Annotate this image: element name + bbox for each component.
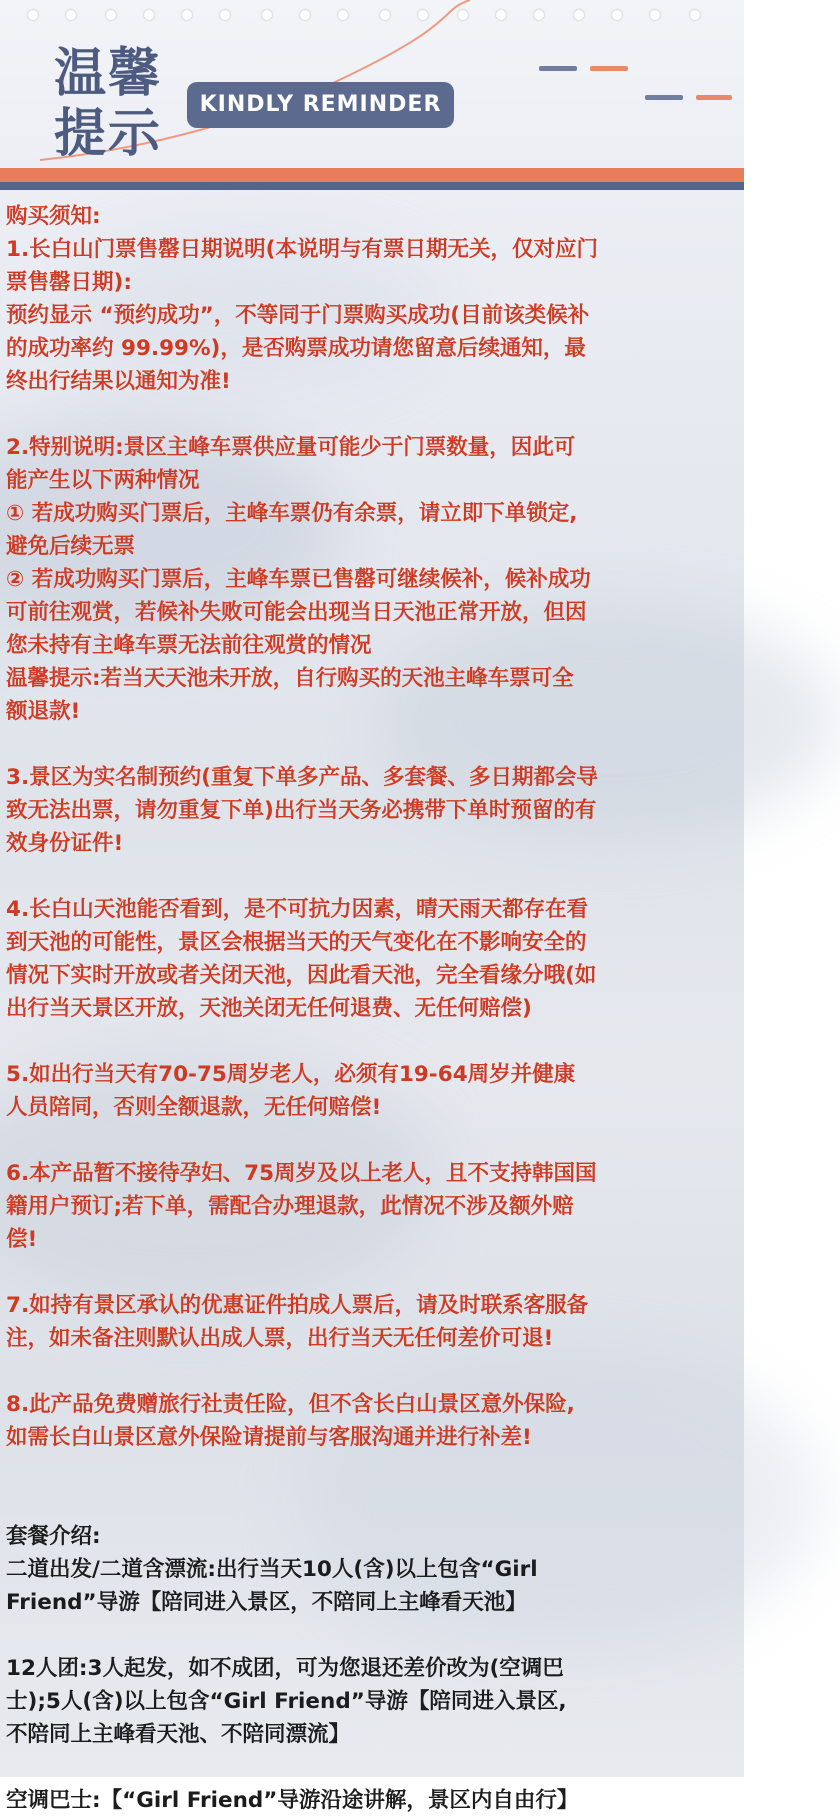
notice-section-6 <box>6 1157 738 1256</box>
notice-section-3 <box>6 761 738 860</box>
notice-line: 票售罄日期): <box>6 270 132 295</box>
light-dot <box>338 10 348 20</box>
package-line: Friend”导游【陪同进入景区，不陪同上主峰看天池】 <box>6 1590 527 1615</box>
notice-heading: 购买须知: <box>6 204 101 229</box>
light-dot <box>612 10 622 20</box>
hanging-lights <box>14 10 730 24</box>
notice-line: 6.本产品暂不接待孕妇、75周岁及以上老人，且不支持韩国国 <box>6 1161 597 1186</box>
notice-line: 1.长白山门票售罄日期说明(本说明与有票日期无关，仅对应门 <box>6 237 598 262</box>
notice-line: 偿! <box>6 1227 38 1252</box>
light-dot <box>380 10 390 20</box>
light-dot <box>690 10 700 20</box>
subtitle-badge: KINDLY REMINDER <box>187 82 454 128</box>
decorative-dash <box>590 66 628 71</box>
notice-line: 5.如出行当天有70-75周岁老人，必须有19-64周岁并健康 <box>6 1062 576 1087</box>
package-heading: 套餐介绍: <box>6 1524 101 1549</box>
notice-line: 情况下实时开放或者关闭天池，因此看天池，完全看缘分哦(如 <box>6 963 597 988</box>
notice-line: 7.如持有景区承认的优惠证件拍成人票后，请及时联系客服备 <box>6 1293 589 1318</box>
notice-line: 效身份证件! <box>6 831 124 856</box>
notice-line: 终出行结果以通知为准! <box>6 369 231 394</box>
light-dot <box>144 10 154 20</box>
notice-line: ② 若成功购买门票后，主峰车票已售罄可继续候补，候补成功 <box>6 567 591 592</box>
light-dot <box>300 10 310 20</box>
decorative-dash <box>539 66 577 71</box>
notice-line: 致无法出票，请勿重复下单)出行当天务必携带下单时预留的有 <box>6 798 597 823</box>
notice-line: 籍用户预订;若下单，需配合办理退款，此情况不涉及额外赔 <box>6 1194 574 1219</box>
page-title <box>54 44 184 164</box>
title-line-1: 温馨 <box>54 44 163 104</box>
decorative-dash <box>645 95 683 100</box>
notice-section-7 <box>6 1289 738 1355</box>
notice-line: 注，如未备注则默认出成人票，出行当天无任何差价可退! <box>6 1326 554 1351</box>
notice-section-1 <box>6 233 738 398</box>
package-line: 空调巴士:【“Girl Friend”导游沿途讲解，景区内自由行】 <box>6 1788 579 1813</box>
notice-line: 能产生以下两种情况 <box>6 468 200 493</box>
notice-section-4 <box>6 893 738 1025</box>
package-line: 士);5人(含)以上包含“Girl Friend”导游【陪同进入景区, <box>6 1689 567 1714</box>
notice-line: 3.景区为实名制预约(重复下单多产品、多套餐、多日期都会导 <box>6 765 598 790</box>
notice-line: 额退款! <box>6 699 81 724</box>
notice-line: ① 若成功购买门票后，主峰车票仍有余票，请立即下单锁定, <box>6 501 578 526</box>
light-dot <box>28 10 38 20</box>
light-dot <box>182 10 192 20</box>
light-dot <box>106 10 116 20</box>
decorative-dash <box>696 95 732 100</box>
notice-section-2 <box>6 431 738 728</box>
package-line: 12人团:3人起发，如不成团，可为您退还差价改为(空调巴 <box>6 1656 564 1681</box>
notice-line: 2.特别说明:景区主峰车票供应量可能少于门票数量，因此可 <box>6 435 576 460</box>
package-line: 二道出发/二道含漂流:出行当天10人(含)以上包含“Girl <box>6 1557 538 1582</box>
light-dot <box>574 10 584 20</box>
light-dot <box>418 10 428 20</box>
notice-line: 预约显示 “预约成功”，不等同于门票购买成功(目前该类候补 <box>6 303 590 328</box>
notice-line: 4.长白山天池能否看到，是不可抗力因素，晴天雨天都存在看 <box>6 897 589 922</box>
title-line-2: 提示 <box>54 104 163 164</box>
light-dot <box>650 10 660 20</box>
light-dot <box>496 10 506 20</box>
header-stripe-navy <box>0 182 744 190</box>
light-dot <box>262 10 272 20</box>
notice-section-5 <box>6 1058 738 1124</box>
notice-line: 8.此产品免费赠旅行社责任险，但不含长白山景区意外保险, <box>6 1392 575 1417</box>
notice-section-8 <box>6 1388 738 1454</box>
notice-line: 出行当天景区开放，天池关闭无任何退费、无任何赔偿) <box>6 996 532 1021</box>
notice-line: 您未持有主峰车票无法前往观赏的情况 <box>6 633 372 658</box>
notice-line: 如需长白山景区意外保险请提前与客服沟通并进行补差! <box>6 1425 532 1450</box>
package-line: 不陪同上主峰看天池、不陪同漂流】 <box>6 1722 351 1747</box>
light-dot <box>66 10 76 20</box>
notice-line: 到天池的可能性，景区会根据当天的天气变化在不影响安全的 <box>6 930 587 955</box>
light-dot <box>458 10 468 20</box>
notice-line: 温馨提示:若当天天池未开放，自行购买的天池主峰车票可全 <box>6 666 574 691</box>
light-dot <box>220 10 230 20</box>
notice-line: 人员陪同，否则全额退款，无任何赔偿! <box>6 1095 382 1120</box>
package-section <box>6 1520 738 1817</box>
notice-content <box>6 200 738 1817</box>
notice-line: 避免后续无票 <box>6 534 136 559</box>
notice-line: 可前往观赏，若候补失败可能会出现当日天池正常开放，但因 <box>6 600 587 625</box>
notice-line: 的成功率约 99.99%)，是否购票成功请您留意后续通知，最 <box>6 336 586 361</box>
light-dot <box>534 10 544 20</box>
header-stripe-orange <box>0 168 744 182</box>
